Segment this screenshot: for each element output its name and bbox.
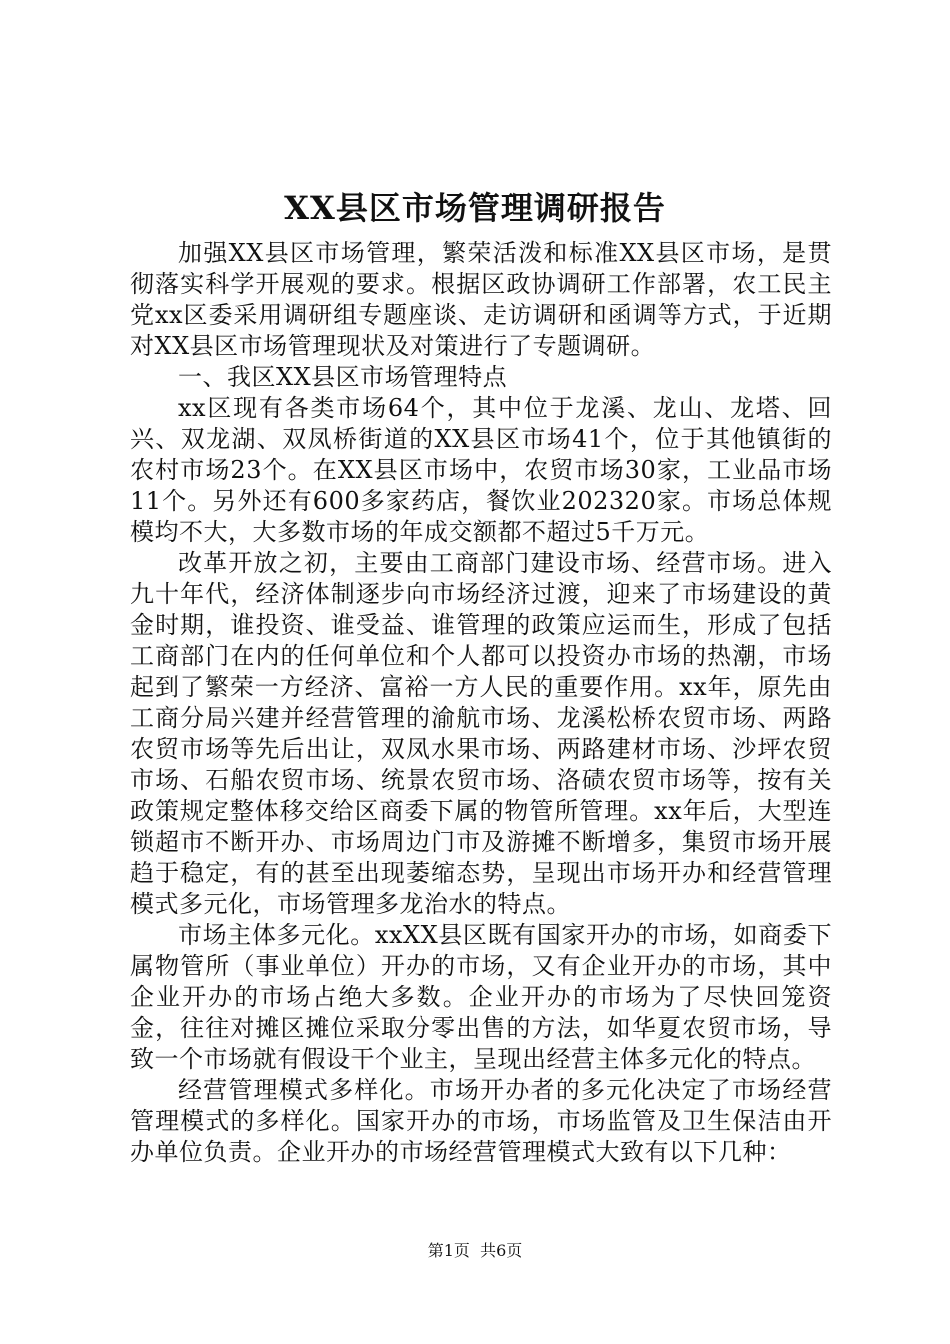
paragraph-market-stats: xx区现有各类市场64个，其中位于龙溪、龙山、龙塔、回兴、双龙湖、双凤桥街道的XX县区市场41个，位于其他镇街的农村市场23个。在XX县区市场中，农贸市场30家，工业品市场11个。另外还有600多家药店，餐饮业202320家。市场总体规模均不大，大多数市场的年成交额都不超过5千万元。 — [130, 394, 832, 546]
document-title: XX县区市场管理调研报告 — [284, 189, 666, 227]
paragraph-intro: 加强XX县区市场管理，繁荣活泼和标准XX县区市场，是贯彻落实科学开展观的要求。根据区政协调研工作部署，农工民主党xx区委采用调研组专题座谈、走访调研和函调等方式，于近期对XX县区市场管理现状及对策进行了专题调研。 — [130, 239, 832, 360]
page-number: 第1页 — [427, 1241, 470, 1260]
section-heading: 一、我区XX县区市场管理特点 — [178, 363, 508, 391]
document-body — [130, 238, 832, 1168]
page-footer — [0, 1240, 950, 1262]
paragraph-management-modes: 经营管理模式多样化。市场开办者的多元化决定了市场经营管理模式的多样化。国家开办的市场，市场监管及卫生保洁由开办单位负责。企业开办的市场经营管理模式大致有以下几种： — [130, 1076, 832, 1166]
paragraph-history: 改革开放之初，主要由工商部门建设市场、经营市场。进入九十年代，经济体制逐步向市场经济过渡，迎来了市场建设的黄金时期，谁投资、谁受益、谁管理的政策应运而生，形成了包括工商部门在内的任何单位和个人都可以投资办市场的热潮，市场起到了繁荣一方经济、富裕一方人民的重要作用。xx年，原先由工商分局兴建并经营管理的渝航市场、龙溪松桥农贸市场、两路农贸市场等先后出让，双凤水果市场、两路建材市场、沙坪农贸市场、石船农贸市场、统景农贸市场、洛碛农贸市场等，按有关政策规定整体移交给区商委下属的物管所管理。xx年后，大型连锁超市不断开办、市场周边门市及游摊不断增多，集贸市场开展趋于稳定，有的甚至出现萎缩态势，呈现出市场开办和经营管理模式多元化，市场管理多龙治水的特点。 — [130, 549, 832, 918]
page-total: 共6页 — [480, 1241, 523, 1260]
paragraph-diverse-subjects: 市场主体多元化。xxXX县区既有国家开办的市场，如商委下属物管所（事业单位）开办的市场，又有企业开办的市场，其中企业开办的市场占绝大多数。企业开办的市场为了尽快回笼资金，往往对摊区摊位采取分零出售的方法，如华夏农贸市场，导致一个市场就有假设干个业主，呈现出经营主体多元化的特点。 — [130, 921, 832, 1073]
